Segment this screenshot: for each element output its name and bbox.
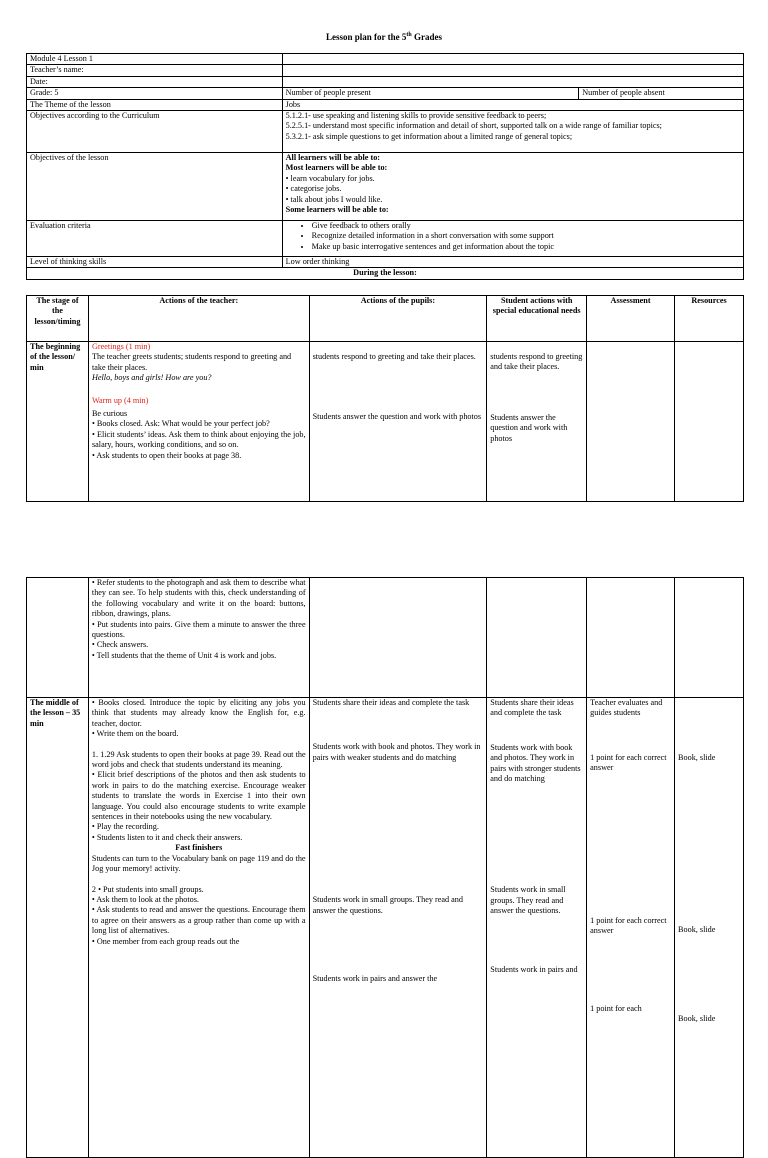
resources-middle: Book, slide Book, slide Book, slide xyxy=(675,698,744,1158)
thinking-value: Low order thinking xyxy=(282,257,743,268)
sen-actions-beginning: students respond to greeting and take their places. Students answer the question and work with photos xyxy=(487,342,587,502)
col-stage: The stage of the lesson/timing xyxy=(27,296,89,342)
theme-label: The Theme of the lesson xyxy=(27,99,283,110)
teacher-name-cell: Teacher’s name: xyxy=(27,65,283,76)
thinking-label: Level of thinking skills xyxy=(27,257,283,268)
absent-cell: Number of people absent xyxy=(579,88,744,99)
col-teacher: Actions of the teacher: xyxy=(88,296,309,342)
col-assessment: Assessment xyxy=(587,296,675,342)
objectives-lesson: All learners will be able to: Most learners will be able to: • learn vocabulary for jobs. • categorise jobs. • talk about jobs I would like. Some learners will be able to: xyxy=(282,153,743,221)
eval-item: • Recognize detailed information in a short conversation with some support xyxy=(312,231,740,241)
lesson-header-table xyxy=(26,53,744,280)
pupil-actions-middle: Students share their ideas and complete the task Students work with book and photos. They work in pairs with weaker students and do matching Students work in small groups. They read and answer the questions. Students work in pairs and answer the xyxy=(309,698,487,1158)
date-cell: Date: xyxy=(27,76,283,87)
teacher-actions-continued: • Refer students to the photograph and ask them to describe what they can see. To help students with this, check understanding of the following vocabulary and write it on the board: buttons, ribbon, drawings, plans. • Put students into pairs. Give them a minute to answer the three questions. • Check answers. • Tell students that the theme of Unit 4 is work and jobs. xyxy=(88,578,309,698)
page-title: Lesson plan for the 5th Grades xyxy=(326,32,442,42)
grade-cell: Grade: 5 xyxy=(27,88,283,99)
theme-value: Jobs xyxy=(282,99,743,110)
objectives-curriculum: 5.1.2.1- use speaking and listening skills to provide sensitive feedback to peers; 5.2.5.1- understand most specific information and detail of short, supported talk on a wide range of familiar topics; 5.3.2.1- ask simple questions to get information about a limited range of general topics; xyxy=(282,111,743,153)
eval-item: • Make up basic interrogative sentences and get information about the topic xyxy=(312,242,740,252)
objectives-lesson-label: Objectives of the lesson xyxy=(27,153,283,221)
teacher-actions-middle: • Books closed. Introduce the topic by eliciting any jobs you think that students may already know the English for, e.g. teacher, doctor. • Write them on the board. 1. 1.29 Ask students to open their books at page 39. Read out the word jobs and check that students understand its meaning. • Elicit brief descriptions of the photos and then ask students to work in pairs to do the matching exercise. Encourage weaker students to translate the words in Exercise 1 into their own language. You could also encourage students to write example sentences in their notebooks using the new vocabulary. • Play the recording. • Students listen to it and check their answers. Fast finishers Students can turn to the Vocabulary bank on page 119 and do the Jog your memory! activity. 2 • Put students into small groups. • Ask them to look at the photos. • Ask students to read and answer the questions. Encourage them to agree on their answers as a group rather than come up with a long list of alternatives. • One member from each group reads out the xyxy=(88,698,309,1158)
col-pupils: Actions of the pupils: xyxy=(309,296,487,342)
stage-beginning: The beginning of the lesson/ min xyxy=(27,342,89,502)
evaluation-criteria xyxy=(282,221,743,257)
module-cell: Module 4 Lesson 1 xyxy=(27,54,283,65)
col-sen: Student actions with special educational needs xyxy=(487,296,587,342)
stage-middle: The middle of the lesson – 35 min xyxy=(27,698,89,1158)
objectives-curriculum-label: Objectives according to the Curriculum xyxy=(27,111,283,153)
during-lesson-heading: During the lesson: xyxy=(27,268,744,279)
teacher-actions-beginning: Greetings (1 min) The teacher greets students; students respond to greeting and take their places. Hello, boys and girls! How are you? Warm up (4 min) Be curious • Books closed. Ask: What would be your perfect job? • Elicit students’ ideas. Ask them to think about enjoying the job, salary, hours, working conditions, and so on. • Ask students to open their books at page 38. xyxy=(88,342,309,502)
evaluation-label: Evaluation criteria xyxy=(27,221,283,257)
col-resources: Resources xyxy=(675,296,744,342)
pupil-actions-beginning: students respond to greeting and take their places. Students answer the question and work with photos xyxy=(309,342,487,502)
assessment-middle: Teacher evaluates and guides students 1 point for each correct answer 1 point for each correct answer 1 point for each xyxy=(587,698,675,1158)
eval-item: • Give feedback to others orally xyxy=(312,221,740,231)
sen-actions-middle: Students share their ideas and complete the task Students work with book and photos. They work in pairs with stronger students and do matching Students work in small groups. They read and answer the questions. Students work in pairs and xyxy=(487,698,587,1158)
lesson-stages-table xyxy=(26,295,744,502)
lesson-stages-table-continued xyxy=(26,577,744,1158)
present-cell: Number of people present xyxy=(282,88,579,99)
